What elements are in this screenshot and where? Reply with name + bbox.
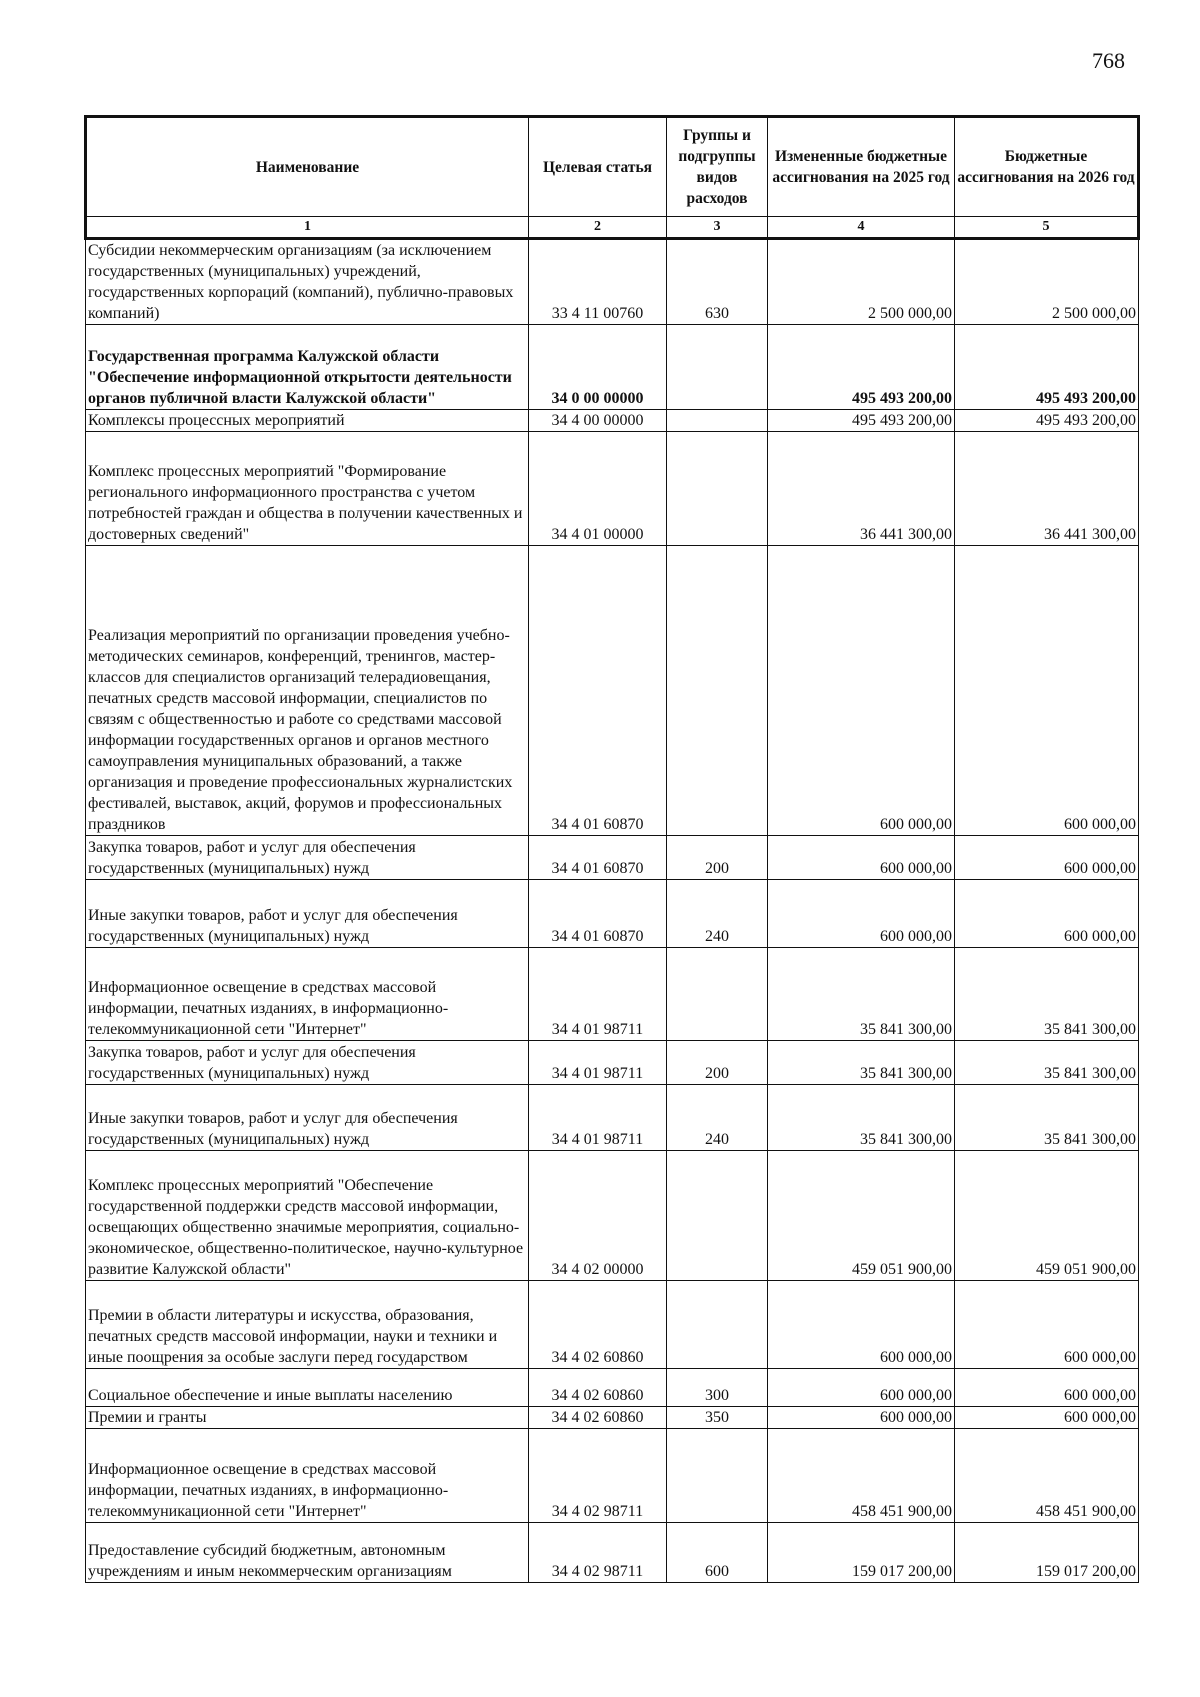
table-row <box>86 239 1139 325</box>
row-sum-2025: 159 017 200,00 <box>768 1523 955 1583</box>
row-group <box>667 546 768 836</box>
row-name: Информационное освещение в средствах массовой информации, печатных изданиях, в информационно-телекоммуникационной сети "Интернет" <box>86 1429 529 1523</box>
row-sum-2025: 495 493 200,00 <box>768 325 955 410</box>
column-number: 3 <box>667 217 768 239</box>
row-group: 600 <box>667 1523 768 1583</box>
row-name: Иные закупки товаров, работ и услуг для обеспечения государственных (муниципальных) нужд <box>86 1085 529 1151</box>
row-target-code: 34 4 01 00000 <box>529 432 667 546</box>
row-target-code: 34 0 00 00000 <box>529 325 667 410</box>
table-row <box>86 1151 1139 1281</box>
table-row <box>86 1369 1139 1407</box>
row-group <box>667 948 768 1041</box>
row-sum-2025: 36 441 300,00 <box>768 432 955 546</box>
row-sum-2026: 35 841 300,00 <box>955 948 1139 1041</box>
row-name: Иные закупки товаров, работ и услуг для обеспечения государственных (муниципальных) нужд <box>86 880 529 948</box>
table-row <box>86 880 1139 948</box>
table-row <box>86 325 1139 410</box>
row-sum-2025: 35 841 300,00 <box>768 948 955 1041</box>
row-sum-2026: 159 017 200,00 <box>955 1523 1139 1583</box>
row-name: Государственная программа Калужской области "Обеспечение информационной открытости деятельности органов публичной власти Калужской области" <box>86 325 529 410</box>
header-name: Наименование <box>86 117 529 217</box>
row-group <box>667 410 768 432</box>
row-group <box>667 432 768 546</box>
row-name: Закупка товаров, работ и услуг для обеспечения государственных (муниципальных) нужд <box>86 1041 529 1085</box>
column-number: 1 <box>86 217 529 239</box>
column-number: 4 <box>768 217 955 239</box>
row-group: 630 <box>667 239 768 325</box>
row-name: Комплексы процессных мероприятий <box>86 410 529 432</box>
row-name: Предоставление субсидий бюджетным, автономным учреждениям и иным некоммерческим организациям <box>86 1523 529 1583</box>
row-group: 300 <box>667 1369 768 1407</box>
row-target-code: 34 4 02 98711 <box>529 1523 667 1583</box>
row-sum-2026: 600 000,00 <box>955 1407 1139 1429</box>
table-row <box>86 1085 1139 1151</box>
row-sum-2026: 35 841 300,00 <box>955 1041 1139 1085</box>
row-sum-2025: 600 000,00 <box>768 1407 955 1429</box>
row-name: Социальное обеспечение и иные выплаты населению <box>86 1369 529 1407</box>
row-sum-2025: 600 000,00 <box>768 836 955 880</box>
row-name: Закупка товаров, работ и услуг для обеспечения государственных (муниципальных) нужд <box>86 836 529 880</box>
row-group: 200 <box>667 836 768 880</box>
row-sum-2026: 495 493 200,00 <box>955 325 1139 410</box>
row-target-code: 34 4 01 60870 <box>529 880 667 948</box>
page-number: 768 <box>1092 48 1125 73</box>
row-group: 240 <box>667 1085 768 1151</box>
row-sum-2026: 35 841 300,00 <box>955 1085 1139 1151</box>
table-row <box>86 546 1139 836</box>
row-name: Премии в области литературы и искусства, образования, печатных средств массовой информации, науки и техники и иные поощрения за особые заслуги перед государством <box>86 1281 529 1369</box>
row-sum-2026: 600 000,00 <box>955 1281 1139 1369</box>
table-row <box>86 1429 1139 1523</box>
header-target: Целевая статья <box>529 117 667 217</box>
header-groups: Группы и подгруппы видов расходов <box>667 117 768 217</box>
row-target-code: 34 4 01 98711 <box>529 948 667 1041</box>
row-sum-2025: 35 841 300,00 <box>768 1041 955 1085</box>
row-sum-2025: 600 000,00 <box>768 546 955 836</box>
row-sum-2026: 600 000,00 <box>955 880 1139 948</box>
row-sum-2026: 458 451 900,00 <box>955 1429 1139 1523</box>
row-sum-2026: 600 000,00 <box>955 836 1139 880</box>
table-row <box>86 836 1139 880</box>
table-row <box>86 948 1139 1041</box>
row-sum-2026: 495 493 200,00 <box>955 410 1139 432</box>
row-sum-2025: 600 000,00 <box>768 880 955 948</box>
row-name: Комплекс процессных мероприятий "Обеспечение государственной поддержки средств массовой информации, освещающих общественно значимые мероприятия, социально-экономическое, общественно-политическое, научно-культурное развитие Калужской области" <box>86 1151 529 1281</box>
row-sum-2025: 600 000,00 <box>768 1369 955 1407</box>
row-name: Премии и гранты <box>86 1407 529 1429</box>
row-sum-2025: 35 841 300,00 <box>768 1085 955 1151</box>
row-sum-2025: 459 051 900,00 <box>768 1151 955 1281</box>
row-sum-2026: 2 500 000,00 <box>955 239 1139 325</box>
row-sum-2025: 2 500 000,00 <box>768 239 955 325</box>
row-sum-2026: 36 441 300,00 <box>955 432 1139 546</box>
budget-table <box>84 115 1140 1583</box>
row-target-code: 34 4 02 98711 <box>529 1429 667 1523</box>
row-target-code: 34 4 01 60870 <box>529 836 667 880</box>
row-group <box>667 1429 768 1523</box>
table-header-row <box>86 117 1139 217</box>
table-row <box>86 1041 1139 1085</box>
row-target-code: 34 4 02 60860 <box>529 1407 667 1429</box>
row-group <box>667 1151 768 1281</box>
table-row <box>86 1407 1139 1429</box>
header-budget-2026: Бюджетные ассигнования на 2026 год <box>955 117 1139 217</box>
row-name: Субсидии некоммерческим организациям (за исключением государственных (муниципальных) учреждений, государственных корпораций (компаний), публично-правовых компаний) <box>86 239 529 325</box>
table-row <box>86 410 1139 432</box>
table-row <box>86 432 1139 546</box>
row-group <box>667 325 768 410</box>
row-sum-2026: 600 000,00 <box>955 1369 1139 1407</box>
row-sum-2026: 600 000,00 <box>955 546 1139 836</box>
row-name: Комплекс процессных мероприятий "Формирование регионального информационного пространства с учетом потребностей граждан и общества в получении качественных и достоверных сведений" <box>86 432 529 546</box>
column-number: 2 <box>529 217 667 239</box>
column-number-row <box>86 217 1139 239</box>
row-group: 200 <box>667 1041 768 1085</box>
column-number: 5 <box>955 217 1139 239</box>
row-sum-2026: 459 051 900,00 <box>955 1151 1139 1281</box>
row-sum-2025: 458 451 900,00 <box>768 1429 955 1523</box>
row-target-code: 34 4 02 60860 <box>529 1369 667 1407</box>
row-sum-2025: 495 493 200,00 <box>768 410 955 432</box>
row-group <box>667 1281 768 1369</box>
row-name: Информационное освещение в средствах массовой информации, печатных изданиях, в информационно-телекоммуникационной сети "Интернет" <box>86 948 529 1041</box>
row-group: 350 <box>667 1407 768 1429</box>
table-row <box>86 1523 1139 1583</box>
row-target-code: 34 4 00 00000 <box>529 410 667 432</box>
header-changed-2025: Измененные бюджетные ассигнования на 2025 год <box>768 117 955 217</box>
row-target-code: 34 4 02 60860 <box>529 1281 667 1369</box>
row-target-code: 33 4 11 00760 <box>529 239 667 325</box>
row-target-code: 34 4 01 98711 <box>529 1085 667 1151</box>
row-group: 240 <box>667 880 768 948</box>
row-target-code: 34 4 02 00000 <box>529 1151 667 1281</box>
row-target-code: 34 4 01 60870 <box>529 546 667 836</box>
table-row <box>86 1281 1139 1369</box>
row-name: Реализация мероприятий по организации проведения учебно-методических семинаров, конференций, тренингов, мастер-классов для специалистов организаций телерадиовещания, печатных средств массовой информации, специалистов по связям с общественностью и работе со средствами массовой информации государственных органов и органов местного самоуправления муниципальных образований, а также организация и проведение профессиональных журналистских фестивалей, выставок, акций, форумов и профессиональных праздников <box>86 546 529 836</box>
row-target-code: 34 4 01 98711 <box>529 1041 667 1085</box>
row-sum-2025: 600 000,00 <box>768 1281 955 1369</box>
